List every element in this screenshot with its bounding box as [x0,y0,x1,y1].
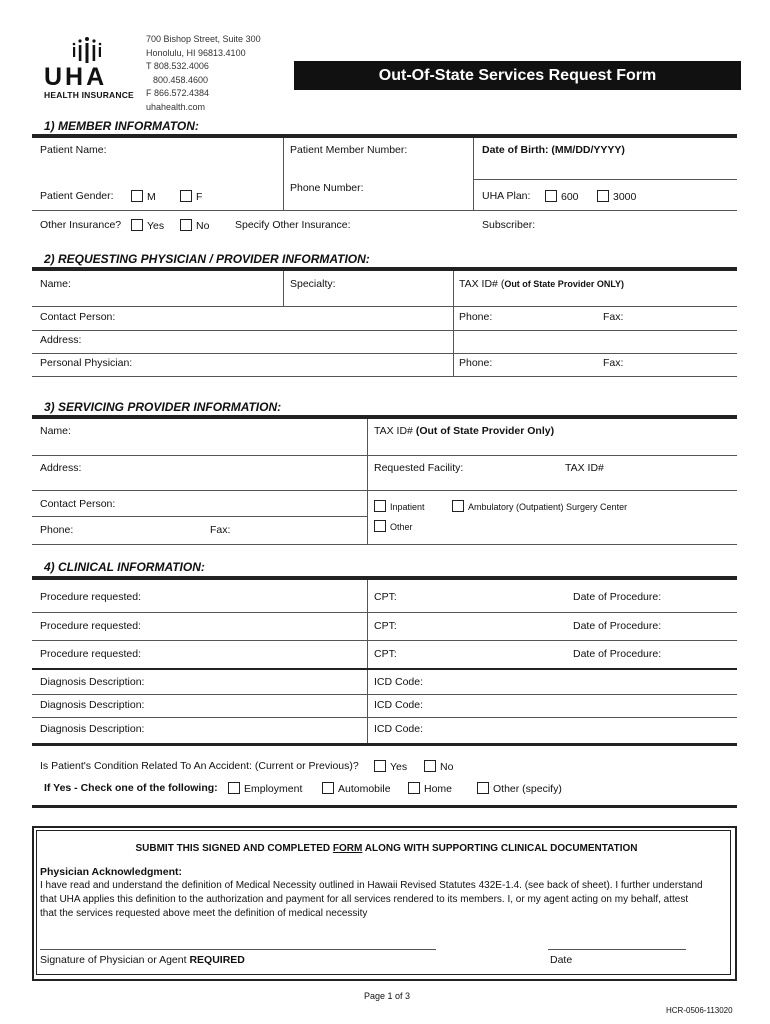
svc-address-label: Address: [40,462,82,474]
logo-text: UHA [44,63,108,91]
h-divider [32,640,737,641]
plan-600-checkbox[interactable] [545,190,557,202]
icd-code-label: ICD Code: [374,723,424,735]
automobile-option[interactable] [322,782,391,795]
accident-no-checkbox[interactable] [424,760,436,772]
submit-form-text: FORM [332,843,363,854]
h-divider [32,353,737,354]
v-divider [283,271,284,307]
h-divider [32,544,737,545]
other-facility-option[interactable] [374,520,413,533]
procedure-label: Procedure requested: [40,620,141,632]
other-ins-yes-checkbox[interactable] [131,219,143,231]
icd-code-label: ICD Code: [374,676,424,688]
accident-no-text: No [440,761,454,773]
specify-insurance-label: Specify Other Insurance: [235,219,351,231]
section-divider [32,576,737,580]
personal-physician-label: Personal Physician: [40,357,133,369]
h-divider [32,717,737,718]
ack-line2: that UHA applies this definition to the authorization and payment for all services rendered to its members. I, or my agent acting on my behalf, attest [40,894,689,905]
uha-logo-icon [71,36,103,64]
phone-number-label: Phone Number: [290,182,364,194]
gender-f-checkbox[interactable] [180,190,192,202]
ack-line1: I have read and understand the definition of Medical Necessity outlined in Hawaii Revised Statutes 432E-1.4. (see back of sheet). I further understand [40,880,703,891]
req-phone-label: Phone: [459,311,493,323]
other-accident-option[interactable] [477,782,562,795]
accident-yes-text: Yes [390,761,408,773]
h-divider [32,455,737,456]
plan-3000-option[interactable] [597,190,636,203]
form-title: Out-Of-State Services Request Form [294,61,741,90]
submit-pre-text: SUBMIT THIS SIGNED AND COMPLETED [135,843,333,854]
section-divider [32,805,737,808]
accident-yes-option[interactable] [374,760,407,773]
v-divider [453,271,454,377]
if-yes-label: If Yes - Check one of the following: [44,782,218,794]
submit-instruction [40,843,733,854]
section3-title: 3) SERVICING PROVIDER INFORMATION: [44,400,282,414]
h-divider [32,694,737,695]
inpatient-option[interactable] [374,500,425,513]
other-facility-checkbox[interactable] [374,520,386,532]
date-line[interactable] [548,949,686,950]
h-divider [32,668,737,670]
req-name-label: Name: [40,278,71,290]
section-divider [32,415,737,419]
plan-600-option[interactable] [545,190,579,203]
member-number-label: Patient Member Number: [290,144,408,156]
phone-secondary: 800.458.4600 [153,74,209,85]
h-divider [32,612,737,613]
req-tax-id-label [459,278,624,290]
h-divider [32,330,737,331]
plan-600-text: 600 [561,191,579,203]
accident-yes-checkbox[interactable] [374,760,386,772]
req-contact-label: Contact Person: [40,311,116,323]
svc-name-label: Name: [40,425,71,437]
section-divider [32,267,737,271]
other-ins-no-checkbox[interactable] [180,219,192,231]
requested-facility-label: Requested Facility: [374,462,464,474]
signature-label [40,954,245,966]
h-divider [32,210,737,211]
required-text: REQUIRED [189,954,245,966]
form-code: HCR-0506-113020 [666,1006,733,1015]
employment-option[interactable] [228,782,302,795]
automobile-text: Automobile [338,783,391,795]
other-ins-no-text: No [196,220,210,232]
diagnosis-label: Diagnosis Description: [40,699,145,711]
req-tax-id-text: TAX ID# ( [459,278,505,290]
dob-label: Date of Birth: (MM/DD/YYYY) [482,144,625,156]
other-ins-no-option[interactable] [180,219,209,232]
other-facility-text: Other [390,522,413,532]
v-divider [283,138,284,210]
procedure-label: Procedure requested: [40,591,141,603]
company-address [146,33,261,114]
accident-question: Is Patient's Condition Related To An Accident: (Current or Previous)? [40,760,359,772]
date-label: Date [550,954,573,966]
employment-text: Employment [244,783,303,795]
gender-f-option[interactable] [180,190,202,203]
address-line1: 700 Bishop Street, Suite 300 [146,34,261,44]
section-divider [32,743,737,746]
req-fax-label: Fax: [603,311,624,323]
ambulatory-option[interactable] [452,500,627,513]
svc-tax-id-note: (Out of State Provider Only) [415,425,555,437]
cpt-label: CPT: [374,591,397,603]
patient-gender-label: Patient Gender: [40,190,114,202]
gender-f-text: F [196,191,203,203]
gender-m-option[interactable] [131,190,156,203]
accident-no-option[interactable] [424,760,453,773]
inpatient-checkbox[interactable] [374,500,386,512]
h-divider [32,376,737,377]
req-tax-id-note: Out of State Provider ONLY) [504,279,624,289]
plan-3000-checkbox[interactable] [597,190,609,202]
v-divider [367,419,368,545]
v-divider [473,138,474,210]
ack-heading: Physician Acknowledgment: [40,866,182,878]
h-divider [32,490,737,491]
req-specialty-label: Specialty: [290,278,336,290]
fax-number: F 866.572.4384 [146,88,210,98]
gender-m-checkbox[interactable] [131,190,143,202]
section2-title: 2) REQUESTING PHYSICIAN / PROVIDER INFORMATION: [44,252,370,266]
diagnosis-label: Diagnosis Description: [40,676,145,688]
automobile-checkbox[interactable] [322,782,334,794]
cpt-label: CPT: [374,648,397,660]
req-address-label: Address: [40,334,82,346]
diagnosis-label: Diagnosis Description: [40,723,145,735]
patient-name-label: Patient Name: [40,144,107,156]
svc-tax-id-label [374,425,554,437]
other-ins-yes-text: Yes [147,220,165,232]
facility-tax-id-label: TAX ID# [565,462,604,474]
section1-title: 1) MEMBER INFORMATON: [44,119,199,133]
inpatient-text: Inpatient [390,502,425,512]
svc-phone-label: Phone: [40,524,74,536]
svc-tax-id-text: TAX ID# [374,425,413,437]
ack-line3: that the services requested above meet the definition of medical necessity [40,908,368,919]
svc-fax-label: Fax: [210,524,231,536]
home-option[interactable] [408,782,452,795]
v-divider [367,580,368,743]
procedure-label: Procedure requested: [40,648,141,660]
other-accident-checkbox[interactable] [477,782,489,794]
icd-code-label: ICD Code: [374,699,424,711]
home-checkbox[interactable] [408,782,420,794]
signature-line[interactable] [40,949,436,950]
address-line2: Honolulu, HI 96813.4100 [146,47,246,58]
subscriber-label: Subscriber: [482,219,536,231]
procedure-date-label: Date of Procedure: [573,591,662,603]
pp-fax-label: Fax: [603,357,624,369]
website: uhahealth.com [146,101,206,112]
other-accident-text: Other (specify) [493,783,562,795]
signature-text: Signature of Physician or Agent [40,954,187,966]
page-number: Page 1 of 3 [364,991,411,1001]
procedure-date-label: Date of Procedure: [573,620,662,632]
uha-plan-label: UHA Plan: [482,190,531,202]
employment-checkbox[interactable] [228,782,240,794]
h-divider [32,516,368,517]
ambulatory-text: Ambulatory (Outpatient) Surgery Center [468,502,628,512]
gender-m-text: M [147,191,156,203]
home-text: Home [424,783,453,795]
logo-subtitle: HEALTH INSURANCE [44,90,134,100]
submit-post-text: ALONG WITH SUPPORTING CLINICAL DOCUMENTATION [362,843,638,854]
plan-3000-text: 3000 [613,191,637,203]
h-divider [473,179,737,180]
other-ins-yes-option[interactable] [131,219,164,232]
section-divider [32,134,737,138]
h-divider [32,306,737,307]
phone-primary: T 808.532.4006 [146,61,209,71]
other-insurance-label: Other Insurance? [40,219,122,231]
ambulatory-checkbox[interactable] [452,500,464,512]
cpt-label: CPT: [374,620,397,632]
section4-title: 4) CLINICAL INFORMATION: [44,560,205,574]
pp-phone-label: Phone: [459,357,493,369]
procedure-date-label: Date of Procedure: [573,648,662,660]
svc-contact-label: Contact Person: [40,498,116,510]
